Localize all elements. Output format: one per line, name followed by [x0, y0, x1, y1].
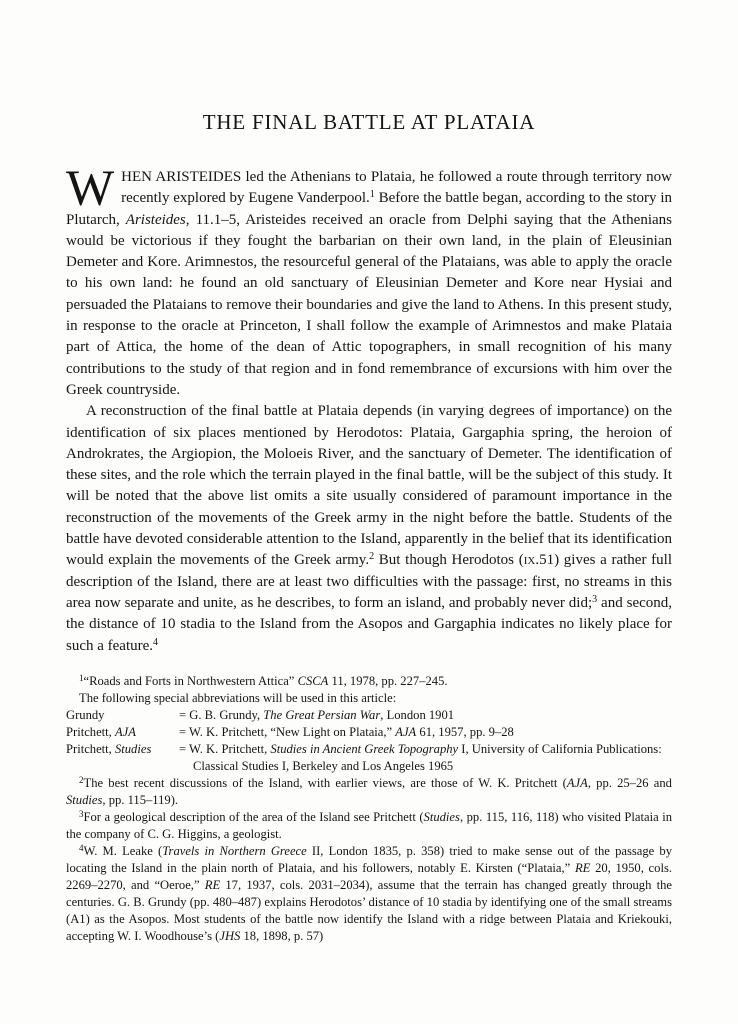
abbreviation-definition: = W. K. Pritchett, “New Light on Plataia,” AJA 61, 1957, pp. 9–28 [179, 724, 514, 739]
footnote-3: $^3$For a geological description of the area of the Island see Pritchett (Studies, pp. 115, 116, 118) who visited Plataia in the company of C. G. Higgins, a geologist. [66, 808, 672, 841]
abbreviation-definition: = G. B. Grundy, The Great Persian War, London 1901 [179, 707, 455, 722]
abbreviation-term: Grundy [66, 707, 105, 722]
footnote-4: $^4$W. M. Leake (Travels in Northern Greece II, London 1835, p. 358) tried to make sense out of the passage by locating the Island in the plain north of Plataia, and his followers, notably E. Kirsten (“Plataia,” RE 20, 1950, cols. 2269–2270, and “Oeroe,” RE 17, 1937, cols. 2031–2034), assume that the terrain has changed greatly through the centuries. G. B. Grundy (pp. 480–487) explains Herodotos’ distance of 10 stadia by identifying one of the small streams (A1) as the Asopos. Most students of the battle now identify the Island with a ridge between Plataia and Kriekouki, accepting W. I. Woodhouse’s (JHS 18, 1898, p. 57) [66, 842, 673, 943]
abbreviation-term: Pritchett, AJA [66, 724, 136, 739]
second-paragraph: A reconstruction of the final battle at Plataia depends (in varying degrees of importance) on the identification of six places mentioned by Herodotos: Plataia, Gargaphia spring, the heroion of Androkrates, the Argiopion, the Moloeis River, and the sanctuary of Demeter. The identification of these sites, and the role which the terrain played in the final battle, will be the subject of this study. It will be noted that the above list omits a site usually considered of paramount importance in the reconstruction of the movements of the Greek army in the night before the battle. Students of the battle have devoted considerable attention to the Island, apparently in the belief that its identification would explain the movements of the Greek army.$^2$ But though Herodotos (ix.51) gives a rather full description of the Island, there are at least two difficulties with the passage: first, no streams in this area now separate and unite, as he describes, to form an island, and probably never did;$^3$ and second, the distance of 10 stadia to the Island from the Asopos and Gargaphia indicates no likely place for such a feature.$^4$ [66, 403, 673, 654]
footnote-2: $^2$The best recent discussions of the Island, with earlier views, are those of W. K. Pritchett (AJA, pp. 25–26 and Studies, pp. 115–119). [66, 774, 672, 807]
article-body [66, 161, 673, 657]
abbreviation-entry [66, 724, 672, 741]
abbreviation-entry [66, 741, 672, 775]
article-title: THE FINAL BATTLE AT PLATAIA [202, 110, 536, 134]
footnote-1: $^1$“Roads and Forts in Northwestern Attica” CSCA 11, 1978, pp. 227–245. [79, 672, 448, 688]
opening-paragraph-text: HEN ARISTEIDES led the Athenians to Plataia, he followed a route through territory now recently explored by Eugene Vanderpool.$^1$ Before the battle began, according to the story in Plutarch, Aristeides, 11.1–5, Aristeides received an oracle from Delphi saying that the Athenians would be victorious if they fought the barbarian on their own land, in the plain of Eleusinian Demeter and Kore. Arimnestos, the resourceful general of the Plataians, was able to apply the oracle to his own land: he found an old sanctuary of Eleusinian Demeter and Kore near Hysiai and persuaded the Plataians to remove their boundaries and give the land to Athens. In this present study, in response to the oracle at Princeton, I shall follow the example of Arimnestos and make Plataia part of Attica, the home of the dean of Attic topographers, in small recognition of his many contributions to the study of that region and in fond remembrance of excursions with him over the Greek countryside. [66, 169, 672, 398]
abbreviations-intro: The following special abbreviations will be used in this article: [79, 690, 397, 705]
abbreviation-entry [66, 707, 672, 724]
abbreviation-term: Pritchett, Studies [66, 741, 152, 756]
opening-paragraph [66, 161, 672, 401]
dropcap-initial: W [66, 161, 115, 217]
footnotes-section [66, 673, 672, 945]
abbreviation-definition: = W. K. Pritchett, Studies in Ancient Greek Topography I, University of California Publications: Classical Studies I, Berkeley and Los Angeles 1965 [179, 741, 662, 773]
